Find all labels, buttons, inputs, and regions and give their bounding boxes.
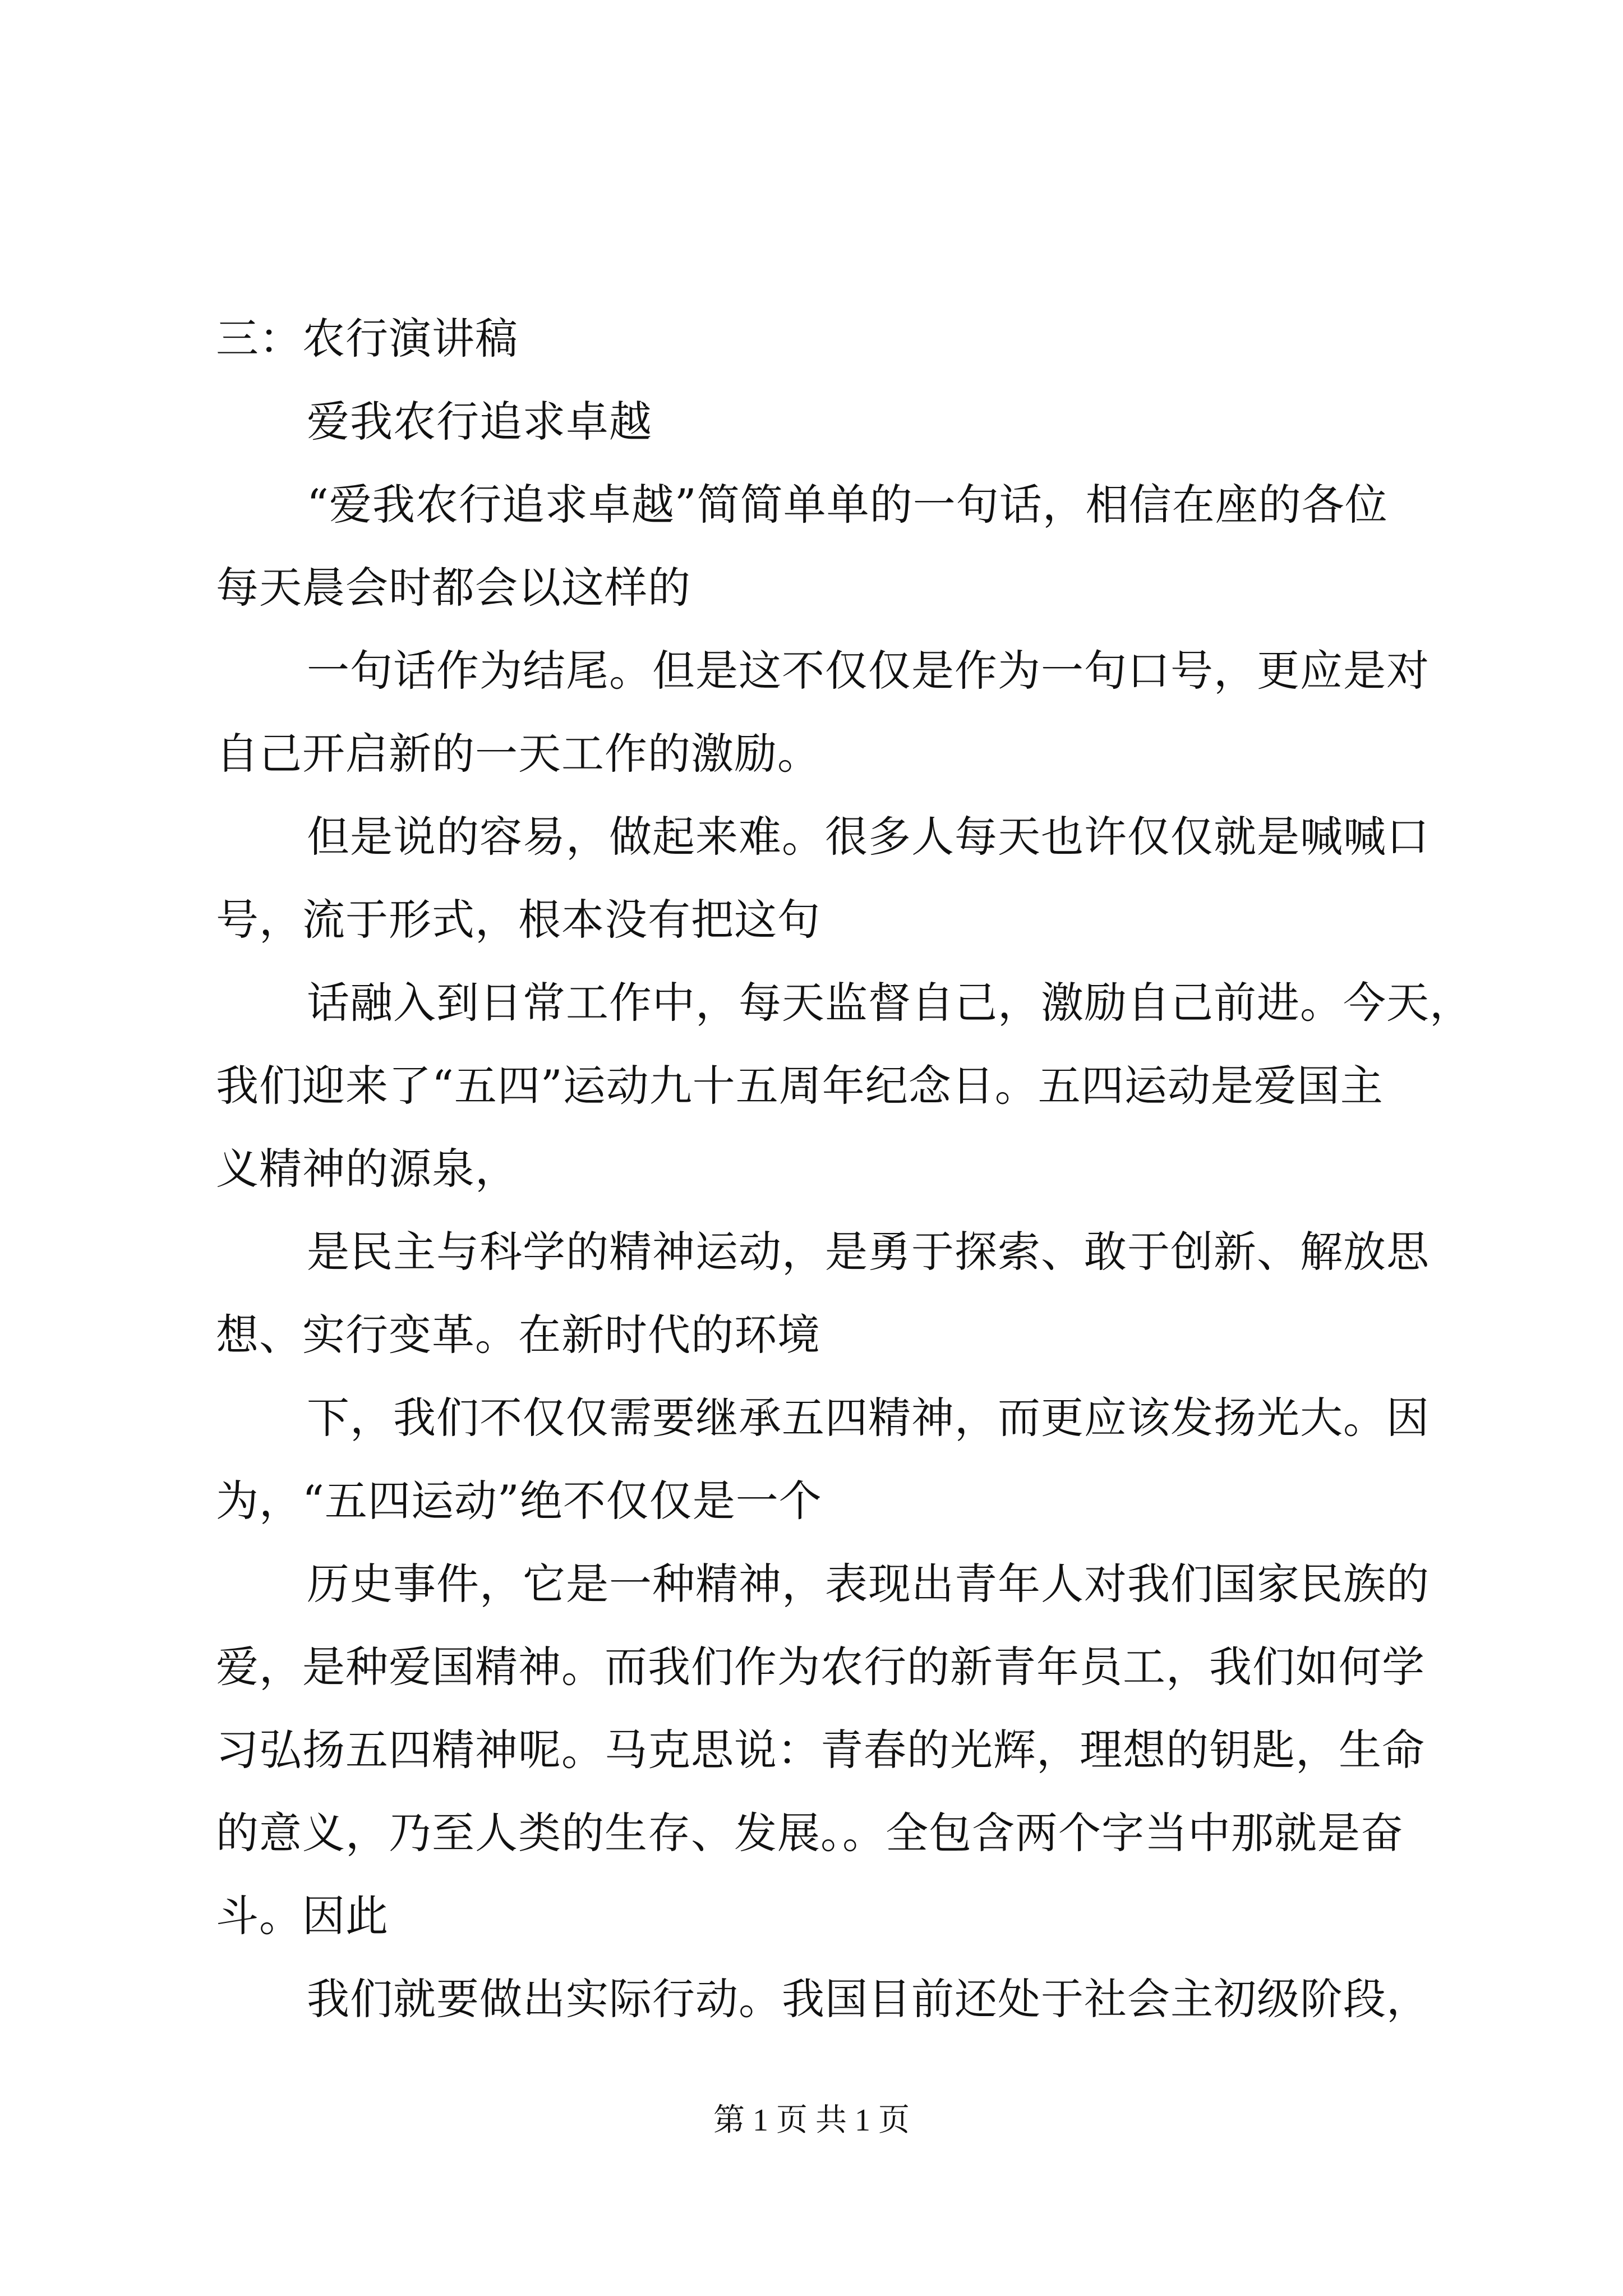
text-line: 我们就要做出实际行动。我国目前还处于社会主初级阶段， [307, 1974, 1430, 2024]
text-line: 每天晨会时都会以这样的 [216, 563, 691, 613]
text-line: 为，“五四运动”绝不仅仅是一个 [216, 1476, 822, 1526]
text-line: 爱，是种爱国精神。而我们作为农行的新青年员工，我们如何学 [216, 1642, 1425, 1692]
text-line: 的意义，乃至人类的生存、发展。。全包含两个字当中那就是奋 [216, 1808, 1404, 1858]
speech-title-line: 爱我农行追求卓越 [307, 397, 652, 447]
text-line: 历史事件，它是一种精神，表现出青年人对我们国家民族的 [307, 1559, 1430, 1609]
text-line: 话融入到日常工作中，每天监督自己，激励自己前进。今天， [307, 978, 1473, 1028]
document-body [216, 297, 1473, 2041]
text-line: “爱我农行追求卓越”简简单单的一句话，相信在座的各位 [307, 480, 1388, 530]
text-line: 习弘扬五四精神呢。马克思说：青春的光辉，理想的钥匙，生命 [216, 1725, 1425, 1775]
text-line: 想、实行变革。在新时代的环境 [216, 1310, 820, 1360]
text-line: 我们迎来了“五四”运动九十五周年纪念日。五四运动是爱国主 [216, 1061, 1384, 1111]
text-line: 是民主与科学的精神运动，是勇于探索、敢于创新、解放思 [307, 1227, 1430, 1277]
text-line: 号，流于形式，根本没有把这句 [216, 895, 820, 945]
text-line: 一句话作为结尾。但是这不仅仅是作为一句口号，更应是对 [307, 646, 1430, 696]
text-line: 但是说的容易，做起来难。很多人每天也许仅仅就是喊喊口 [307, 812, 1430, 862]
text-line: 自己开启新的一天工作的激励。 [216, 729, 820, 779]
document-title-line: 三：农行演讲稿 [216, 314, 518, 364]
text-line: 下，我们不仅仅需要继承五四精神，而更应该发扬光大。因 [307, 1393, 1430, 1443]
page-number-footer: 第 1 页 共 1 页 [713, 2103, 910, 2138]
text-line: 义精神的源泉， [216, 1144, 518, 1194]
text-line: 斗。因此 [216, 1891, 389, 1941]
